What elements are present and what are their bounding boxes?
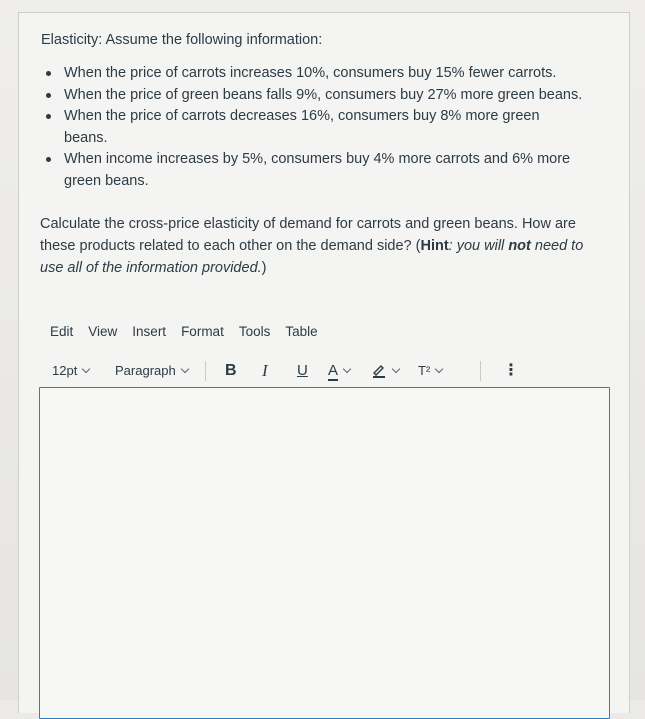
highlighter-icon xyxy=(371,362,387,378)
font-size-select[interactable]: 12pt xyxy=(52,359,89,383)
hint-label: Hint xyxy=(420,238,449,254)
list-item: When the price of carrots decreases 16%, consumers buy 8% more green beans. xyxy=(46,106,586,149)
highlight-color-button[interactable] xyxy=(371,359,399,383)
menu-edit[interactable]: Edit xyxy=(50,324,74,339)
text-color-icon: A xyxy=(328,362,339,379)
italic-button[interactable]: I xyxy=(262,361,268,380)
superscript-button[interactable]: T² xyxy=(418,359,442,383)
bullet-icon xyxy=(46,114,51,119)
chevron-down-icon xyxy=(392,365,400,373)
list-item: When income increases by 5%, consumers buy 4% more carrots and 6% more green beans. xyxy=(46,149,586,192)
question-card xyxy=(18,12,630,713)
bullet-icon xyxy=(46,157,51,162)
text-color-button[interactable] xyxy=(328,359,350,383)
chevron-down-icon xyxy=(180,365,188,373)
editor-toolbar xyxy=(52,359,522,383)
chevron-down-icon xyxy=(82,365,90,373)
menu-tools[interactable]: Tools xyxy=(238,324,271,339)
menu-insert[interactable]: Insert xyxy=(132,324,167,339)
more-options-icon[interactable]: ⋮ xyxy=(503,362,519,379)
menu-view[interactable]: View xyxy=(88,324,118,339)
list-item: When the price of carrots increases 10%, consumers buy 15% fewer carrots. xyxy=(46,63,586,85)
menu-table[interactable]: Table xyxy=(285,324,318,339)
bullet-icon xyxy=(46,93,51,98)
bullet-icon xyxy=(46,71,51,76)
question-prompt: Calculate the cross-price elasticity of demand for carrots and green beans. How are these products related to each other on the demand side? (Hint: you will not need to use all of the information provided.) xyxy=(40,216,584,276)
chevron-down-icon xyxy=(435,365,443,373)
list-item: When the price of green beans falls 9%, consumers buy 27% more green beans. xyxy=(46,85,586,107)
toolbar-divider xyxy=(480,361,481,381)
chevron-down-icon xyxy=(343,365,351,373)
editor-menubar xyxy=(50,324,333,339)
block-format-select[interactable]: Paragraph xyxy=(115,359,188,383)
toolbar-divider xyxy=(205,361,206,381)
info-list xyxy=(46,63,586,192)
hint-text: : you will not need to use all of the information provided. xyxy=(40,238,584,276)
menu-format[interactable]: Format xyxy=(181,324,224,339)
answer-textarea[interactable] xyxy=(39,387,610,719)
underline-button[interactable]: U xyxy=(297,362,308,379)
bold-button[interactable]: B xyxy=(225,362,237,379)
question-intro: Elasticity: Assume the following information: xyxy=(41,32,323,48)
